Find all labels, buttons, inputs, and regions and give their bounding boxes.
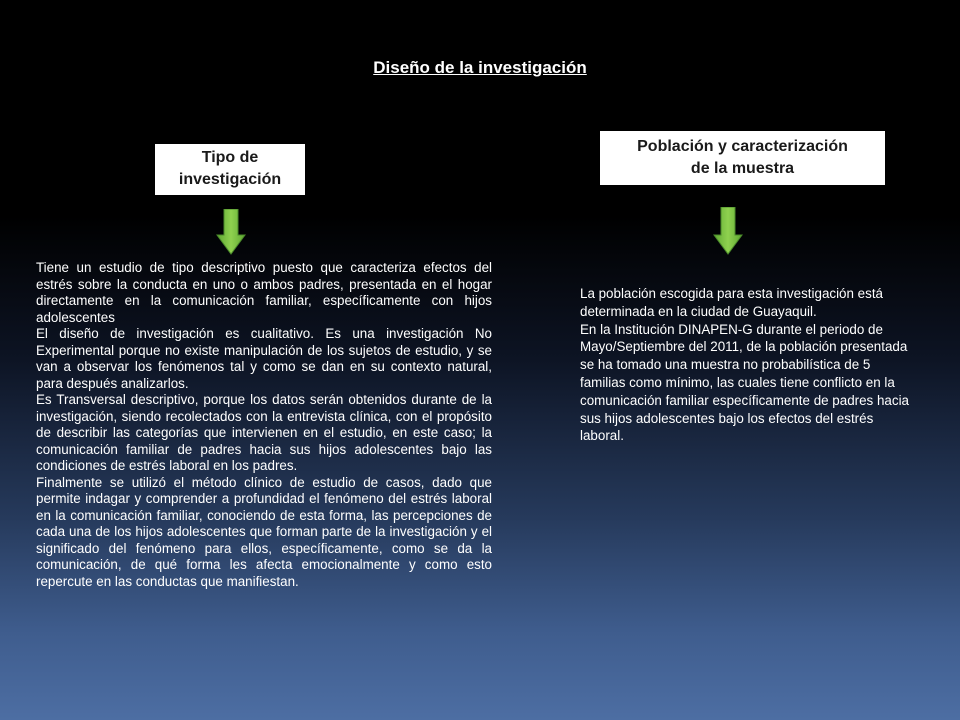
research-type-label-line2: investigación (178, 171, 282, 188)
research-paragraph: Tiene un estudio de tipo descriptivo puesto que caracteriza efectos del estrés sobre la conducta en uno o ambos padres, presentada en el hogar directamente en la comunicación familiar, específicamente con hijos adolescentes (36, 260, 492, 325)
population-label-line1: Población y caracterización (637, 138, 848, 155)
research-paragraph: Finalmente se utilizó el método clínico de estudio de casos, dado que permite indagar y comprender a profundidad el fenómeno del estrés laboral en la comunicación familiar, conociendo de esta forma, las percepciones de cada una de los hijos adolescentes que forman parte de la investigación y el significado del fenómeno para ellos, específicamente, como se da la comunicación, de qué forma les afecta emocionalmente y como esto repercute en las conductas que manifiestan. (36, 474, 492, 589)
research-type-description (36, 260, 492, 590)
population-label-line2: de la muestra (690, 160, 795, 177)
down-arrow-icon (713, 207, 743, 255)
down-arrow-icon (216, 209, 246, 255)
research-paragraph: Es Transversal descriptivo, porque los datos serán obtenidos durante de la investigación, siendo recolectados con la entrevista clínica, con el propósito de describir las categorías que intervienen en el estudio, en este caso; la comunicación familiar de padres hacia sus hijos adolescentes bajo las condiciones de estrés laboral en los padres. (36, 392, 492, 473)
population-description (580, 285, 915, 445)
slide-title: Diseño de la investigación (373, 58, 587, 77)
population-paragraph: La población escogida para esta investigación está determinada en la ciudad de Guayaquil. (580, 286, 883, 319)
population-box (600, 131, 885, 185)
population-paragraph: En la Institución DINAPEN-G durante el periodo de Mayo/Septiembre del 2011, de la población presentada se ha tomado una muestra no probabilística de 5 familias como mínimo, las cuales tiene conflicto en la comunicación familiar específicamente de padres hacia sus hijos adolescentes bajo los efectos del estrés laboral. (580, 321, 909, 444)
research-paragraph: El diseño de investigación es cualitativo. Es una investigación No Experimental porque no existe manipulación de los sujetos de estudio, y se van a observar los fenómenos tal y como se dan en su contexto natural, para después analizarlos. (36, 326, 492, 391)
research-type-label-line1: Tipo de (201, 149, 259, 166)
research-type-box (155, 144, 305, 195)
